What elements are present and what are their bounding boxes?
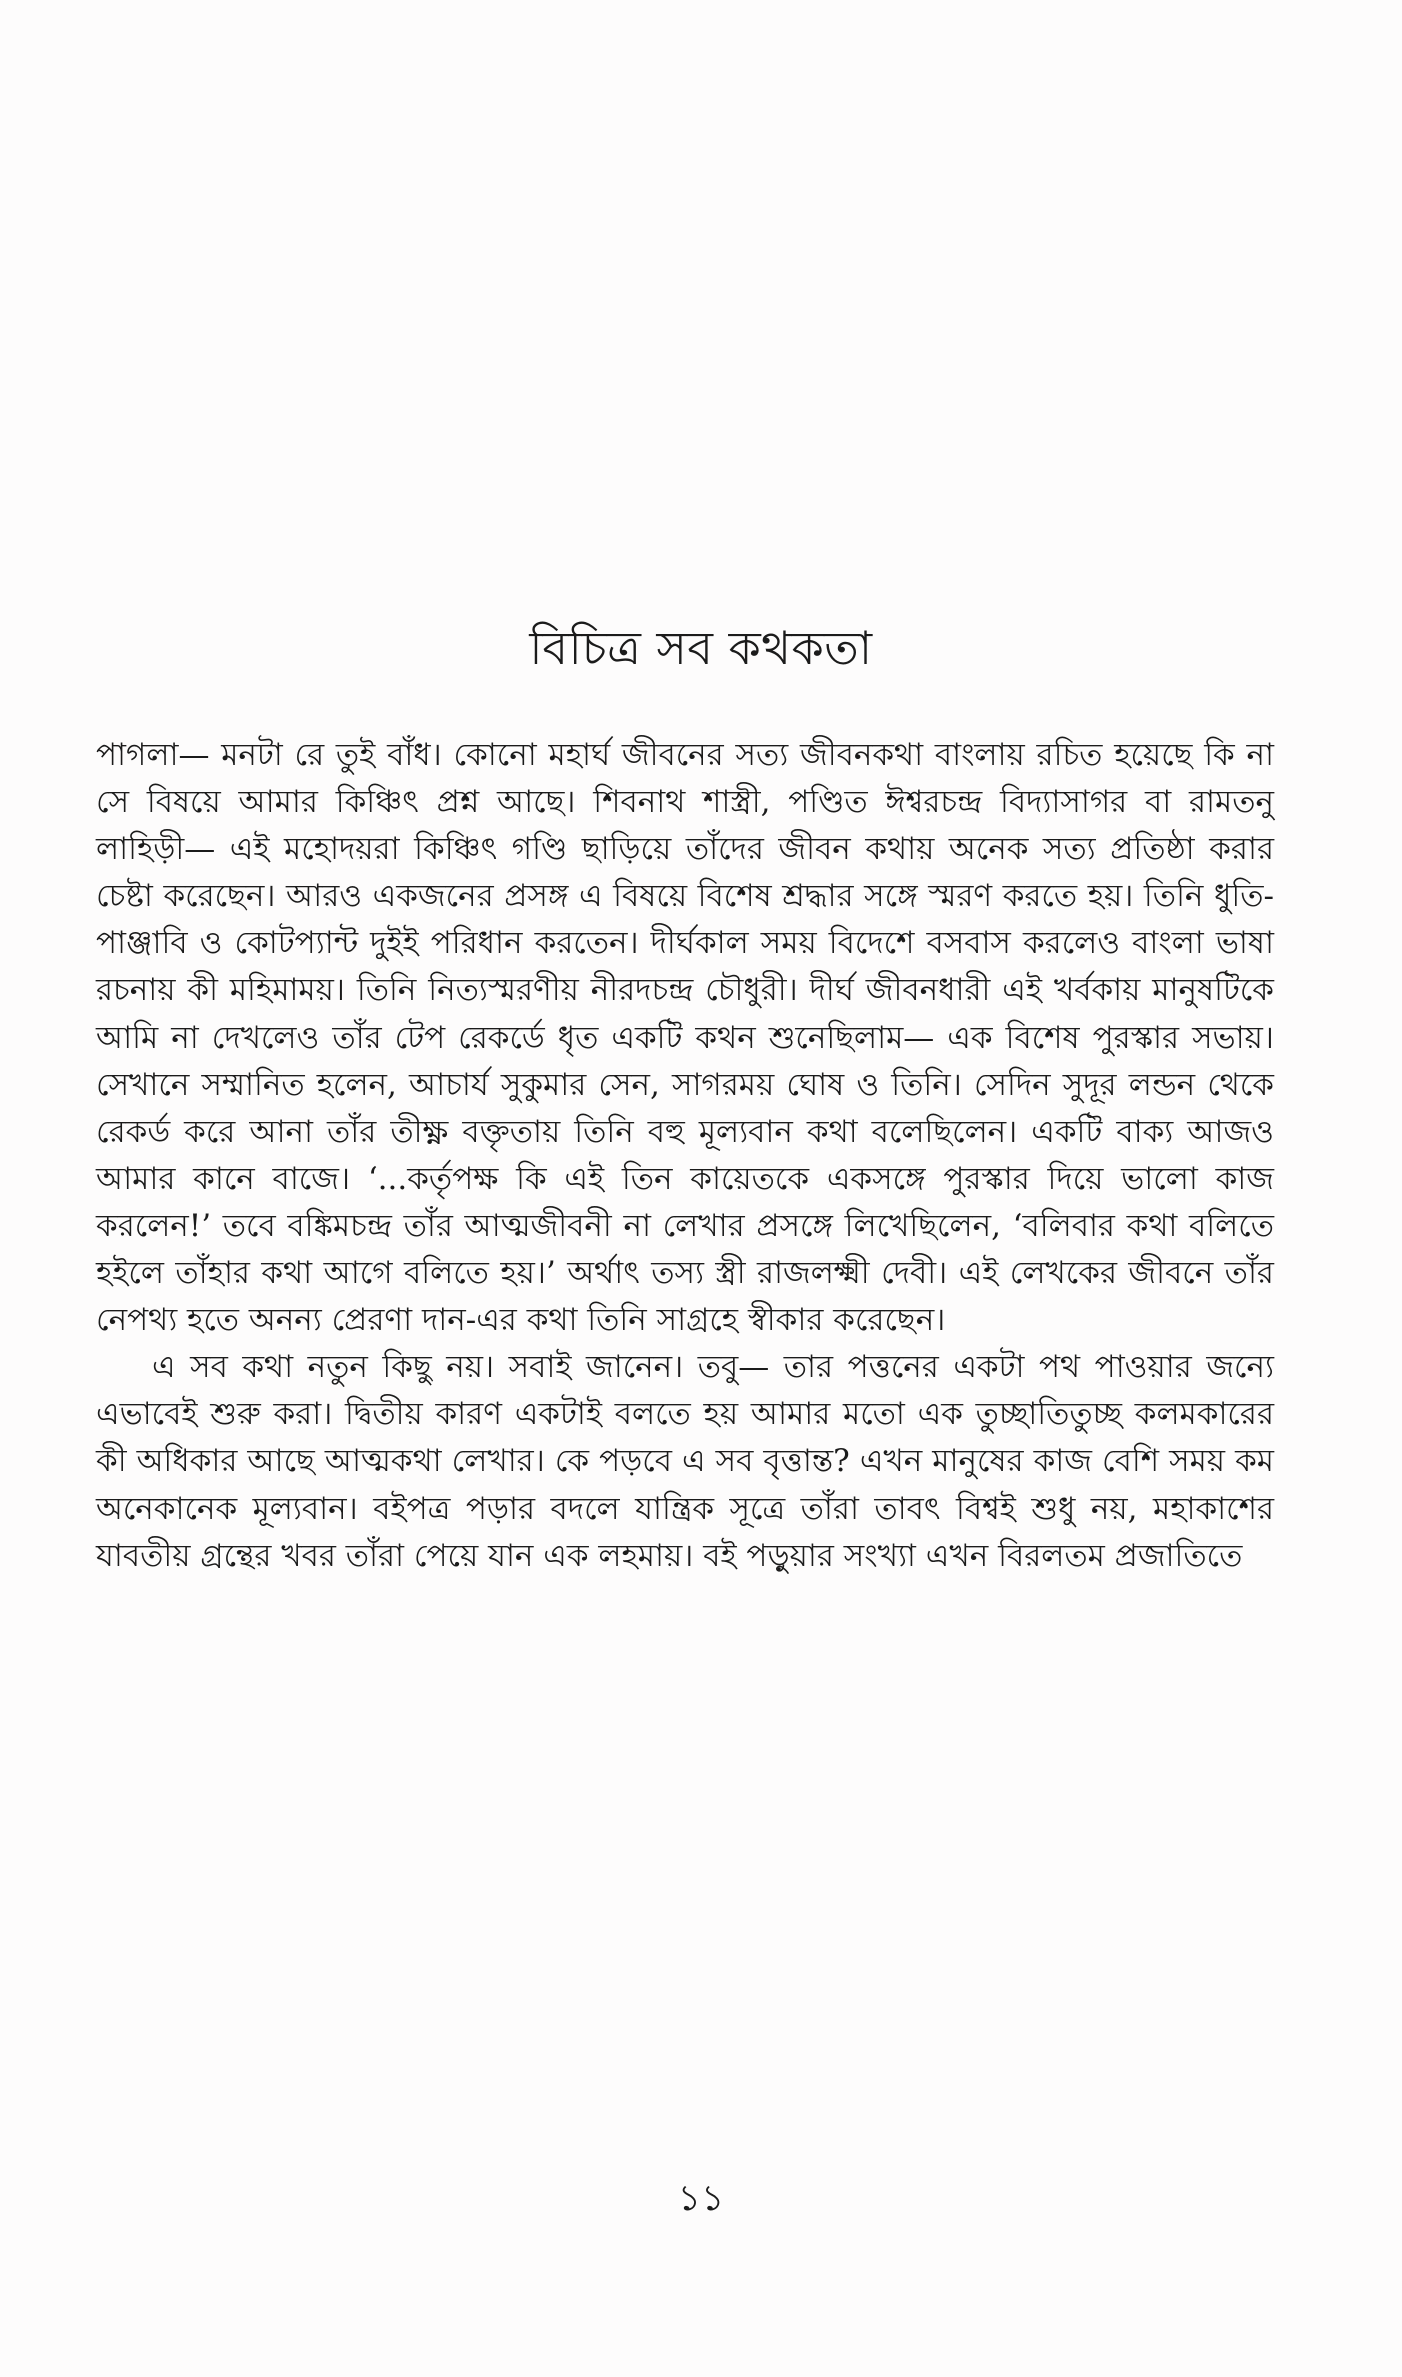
body-text xyxy=(96,732,1274,1580)
paragraph-1: পাগলা— মনটা রে তুই বাঁধ। কোনো মহার্ঘ জীবনের সত্য জীবনকথা বাংলায় রচিত হয়েছে কি না সে বিষয়ে আমার কিঞ্চিৎ প্রশ্ন আছে। শিবনাথ শাস্ত্রী, পণ্ডিত ঈশ্বরচন্দ্র বিদ্যাসাগর বা রামতনু লাহিড়ী— এই মহোদয়রা কিঞ্চিৎ গণ্ডি ছাড়িয়ে তাঁদের জীবন কথায় অনেক সত্য প্রতিষ্ঠা করার চেষ্টা করেছেন। আরও একজনের প্রসঙ্গ এ বিষয়ে বিশেষ শ্রদ্ধার সঙ্গে স্মরণ করতে হয়। তিনি ধুতি-পাঞ্জাবি ও কোটপ্যান্ট দুইই পরিধান করতেন। দীর্ঘকাল সময় বিদেশে বসবাস করলেও বাংলা ভাষা রচনায় কী মহিমাময়। তিনি নিত্যস্মরণীয় নীরদচন্দ্র চৌধুরী। দীর্ঘ জীবনধারী এই খর্বকায় মানুষটিকে আমি না দেখলেও তাঁর টেপ রেকর্ডে ধৃত একটি কথন শুনেছিলাম— এক বিশেষ পুরস্কার সভায়। সেখানে সম্মানিত হলেন, আচার্য সুকুমার সেন, সাগরময় ঘোষ ও তিনি। সেদিন সুদূর লন্ডন থেকে রেকর্ড করে আনা তাঁর তীক্ষ্ণ বক্তৃতায় তিনি বহু মূল্যবান কথা বলেছিলেন। একটি বাক্য আজও আমার কানে বাজে। ‘...কর্তৃপক্ষ কি এই তিন কায়েতকে একসঙ্গে পুরস্কার দিয়ে ভালো কাজ করলেন!’ তবে বঙ্কিমচন্দ্র তাঁর আত্মজীবনী না লেখার প্রসঙ্গে লিখেছিলেন, ‘বলিবার কথা বলিতে হইলে তাঁহার কথা আগে বলিতে হয়।’ অর্থাৎ তস্য স্ত্রী রাজলক্ষ্মী দেবী। এই লেখকের জীবনে তাঁর নেপথ্য হতে অনন্য প্রেরণা দান-এর কথা তিনি সাগ্রহে স্বীকার করেছেন। xyxy=(96,737,1274,1339)
page-number: ১১ xyxy=(677,2178,725,2219)
chapter-title: বিচিত্র সব কথকতা xyxy=(529,621,873,675)
paragraph-2: এ সব কথা নতুন কিছু নয়। সবাই জানেন। তবু— তার পত্তনের একটা পথ পাওয়ার জন্যে এভাবেই শুরু করা। দ্বিতীয় কারণ একটাই বলতে হয় আমার মতো এক তুচ্ছাতিতুচ্ছ কলমকারের কী অধিকার আছে আত্মকথা লেখার। কে পড়বে এ সব বৃত্তান্ত? এখন মানুষের কাজ বেশি সময় কম অনেকানেক মূল্যবান। বইপত্র পড়ার বদলে যান্ত্রিক সূত্রে তাঁরা তাবৎ বিশ্বই শুধু নয়, মহাকাশের যাবতীয় গ্রন্থের খবর তাঁরা পেয়ে যান এক লহমায়। বই পড়ুয়ার সংখ্যা এখন বিরলতম প্রজাতিতে xyxy=(96,1349,1274,1574)
